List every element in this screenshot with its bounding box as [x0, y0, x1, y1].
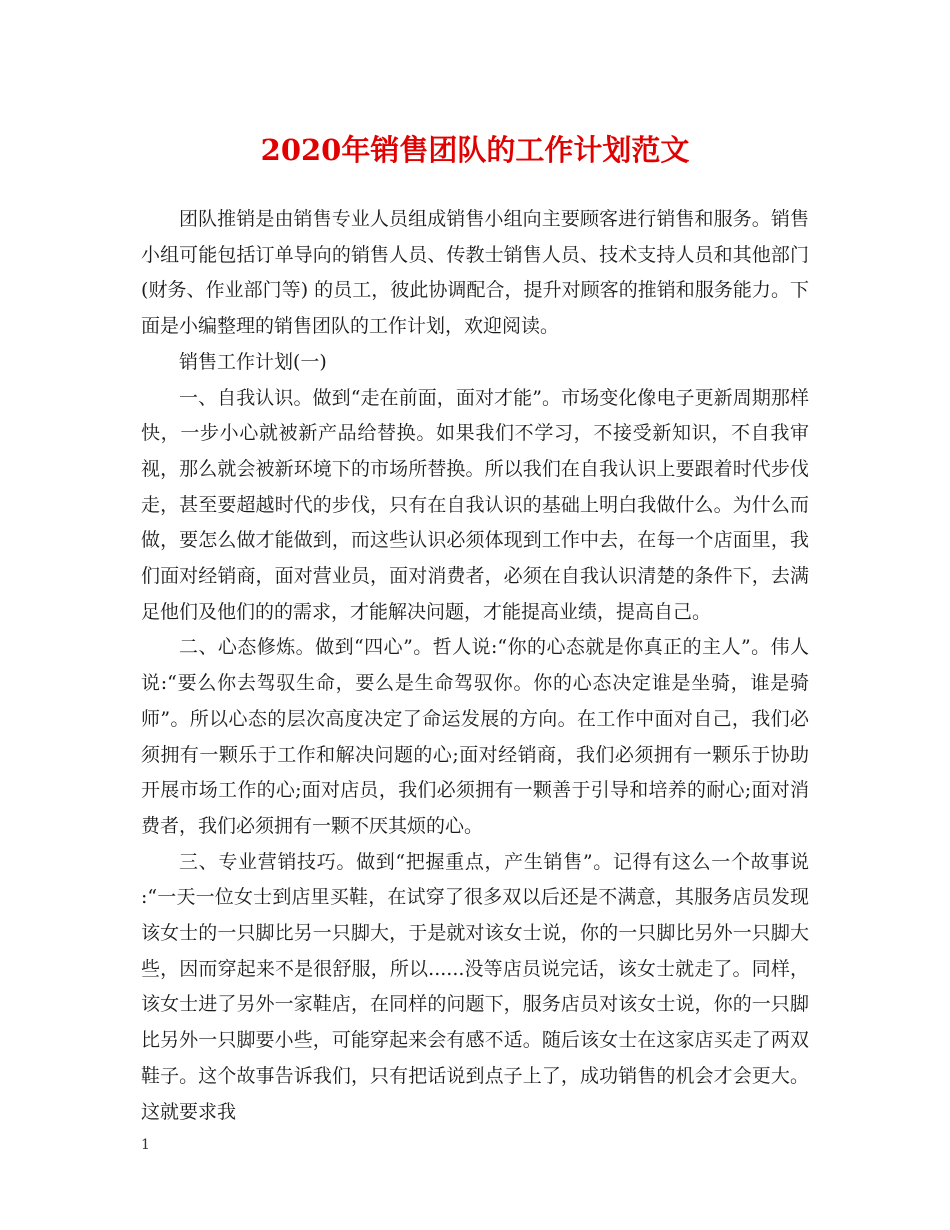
intro-paragraph: 团队推销是由销售专业人员组成销售小组向主要顾客进行销售和服务。销售小组可能包括订单导向的销售人员、传教士销售人员、技术支持人员和其他部门(财务、作业部门等) 的员工，彼此协调配合，提升对顾客的推销和服务能力。下面是小编整理的销售团队的工作计划，欢迎阅读。: [141, 208, 809, 338]
paragraph-mindset: 二、心态修炼。做到“四心”。哲人说:“你的心态就是你真正的主人”。伟人说:“要么你去驾驭生命，要么是生命驾驭你。你的心态决定谁是坐骑，谁是骑师”。所以心态的层次高度决定了命运发展的方向。在工作中面对自己，我们必须拥有一颗乐于工作和解决问题的心;面对经销商，我们必须拥有一颗乐于协助开展市场工作的心;面对店员，我们必须拥有一颗善于引导和培养的耐心;面对消费者，我们必须拥有一颗不厌其烦的心。: [141, 636, 809, 837]
page-number: 1: [141, 1137, 150, 1153]
paragraph-sales-skills: 三、专业营销技巧。做到“把握重点，产生销售”。记得有这么一个故事说 :“一天一位女士到店里买鞋，在试穿了很多双以后还是不满意，其服务店员发现该女士的一只脚比另一只脚大，于是就对该女士说，你的一只脚比另外一只脚大些，因而穿起来不是很舒服，所以......没等店员说完话，该女士就走了。同样，该女士进了另外一家鞋店，在同样的问题下，服务店员对该女士说，你的一只脚比另外一只脚要小些，可能穿起来会有感不适。随后该女士在这家店买走了两双鞋子。这个故事告诉我们，只有把话说到点子上了，成功销售的机会才会更大。这就要求我: [141, 850, 809, 1123]
section-heading: 销售工作计划(一): [179, 350, 327, 373]
document-body: [141, 202, 809, 1130]
paragraph-self-awareness: 一、自我认识。做到“走在前面，面对才能”。市场变化像电子更新周期那样快，一步小心就被新产品给替换。如果我们不学习，不接受新知识，不自我审视，那么就会被新环境下的市场所替换。所以我们在自我认识上要跟着时代步伐走，甚至要超越时代的步伐，只有在自我认识的基础上明白我做什么。为什么而做，要怎么做才能做到，而这些认识必须体现到工作中去，在每一个店面里，我们面对经销商，面对营业员，面对消费者，必须在自我认识清楚的条件下，去满足他们及他们的的需求，才能解决问题，才能提高业绩，提高自己。: [141, 386, 809, 623]
document-title: 2020年销售团队的工作计划范文: [260, 133, 690, 167]
